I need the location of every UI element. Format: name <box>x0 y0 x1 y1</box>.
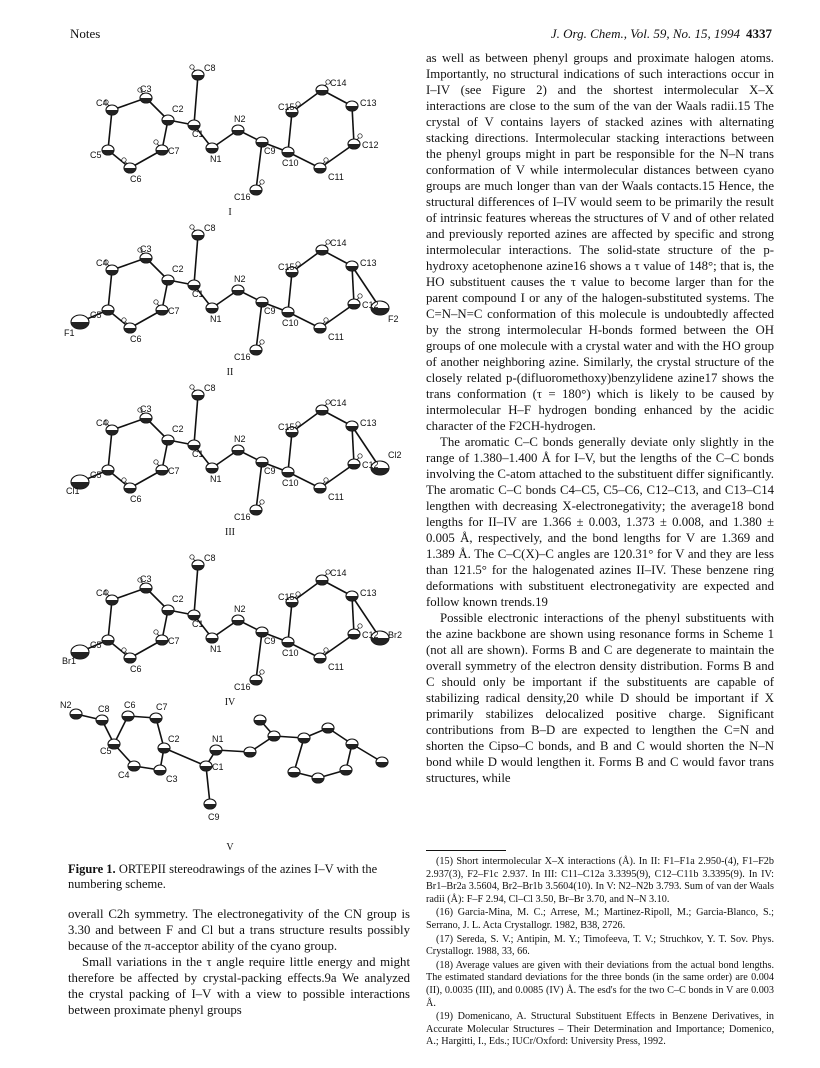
atom-label: C8 <box>204 63 216 73</box>
atom-label: C15 <box>278 102 295 112</box>
structure-number: III <box>225 527 235 538</box>
bond-line <box>288 602 292 642</box>
atom-label: C5 <box>90 150 102 160</box>
footnote: (18) Average values are given with their deviations from the actual bond lengths. The estimated standard deviations for the three bonds (in the same order) are 0.004 (II), 0.0035 (III), and 0.0085 (IV) Å. The esd's for the two C–C bonds in V are 0.003 Å. <box>426 959 774 1009</box>
atom-label: C15 <box>278 422 295 432</box>
footnote-rule <box>426 850 506 851</box>
bond-line <box>320 144 354 168</box>
bond-line <box>108 430 112 470</box>
atom-label: C16 <box>234 512 251 522</box>
hydrogen-atom <box>154 630 158 634</box>
paragraph: as well as between phenyl groups and proximate halogen atoms. Importantly, no structural indications of such interactions occur in I–IV (see Figure 2) and the shortest intermolecular X–X interactions are close to the sum of the van der Waals radii.15 The crystal of V contains layers of stacked azines with alternating stacking directions. Intermolecular stacking interactions between the phenyl groups might in part be responsible for the N–N trans conformation of V while intermolecular distances between cyano groups are much longer than van der Waals contacts.15 Hence, the structural differences of I–IV would seem to be primarily the result of intrinsic features whereas the structures of V and of other related and previously reported azines are affected by specific and strong intermolecular interactions. The solid-state structure of the p-hydroxy acetophenone azine16 shows a τ value of 148°; that is, the HO substituent causes the τ value to become larger than for the parent compound I or any of the halogen-substituted systems. The C=N–N=C conformation of this molecule is undoubtedly affected by the strong intermolecular H-bonds formed between the OH groups of one molecule with a crystal water and with the HO group of another neighboring azine. Similarly, the crystal structure of the closely related p-(difluoromethoxy)benzylidene azine17 shows the trans conformation (τ = 180°) which is likely to be caused by intermolecular H–F hydrogen bonding enhanced by the acidic character of the F2CH-hydrogen. <box>426 51 774 433</box>
atom-label: C3 <box>140 404 152 414</box>
atom-label: C13 <box>360 258 377 268</box>
atom-label: C15 <box>278 592 295 602</box>
right-column-text <box>426 50 774 786</box>
atom-label: C13 <box>360 98 377 108</box>
atom-label: C5 <box>90 470 102 480</box>
atom-label: C4 <box>96 588 108 598</box>
footnote: (17) Sereda, S. V.; Antipin, M. Y.; Timofeeva, T. V.; Struchkov, Y. T. Sov. Phys. Crystallogr. 1988, 33, 66. <box>426 933 774 958</box>
bond-line <box>320 304 354 328</box>
bond-line <box>288 432 292 472</box>
bond-line <box>320 634 354 658</box>
bond-line <box>194 395 198 445</box>
atom-label: C16 <box>234 192 251 202</box>
hydrogen-atom <box>260 500 264 504</box>
atom-label: Cl1 <box>66 486 80 496</box>
atom-label: C7 <box>168 146 180 156</box>
running-header-right <box>551 26 772 42</box>
structure-number: I <box>228 207 232 218</box>
atom-label: C7 <box>156 702 168 712</box>
atom-label: C4 <box>96 98 108 108</box>
atom-label: C6 <box>124 700 136 710</box>
atom-label: C4 <box>118 770 130 780</box>
atom-label: N2 <box>234 434 246 444</box>
atom-label: C1 <box>192 129 204 139</box>
atom-label: C10 <box>282 158 299 168</box>
atom-label: C3 <box>140 244 152 254</box>
atom-label: C12 <box>362 630 379 640</box>
paragraph: The aromatic C–C bonds generally deviate only slightly in the range of 1.380–1.400 Å for I–V, but the lengths of the C–C bonds involving the C-atom attached to the substituent differ significantly. The aromatic C–C bonds C4–C5, C5–C6, C12–C13, and C13–C14 lengthen with decreasing X-electronegativity; the average18 bond lengths for II–IV are 1.366 ± 0.003, 1.373 ± 0.008, and 1.380 ± 0.005 Å, respectively, and the bond lengths for V are 1.369 and 1.389 Å. The C–C(X)–C angles are 120.31° for V and they are less than 121.5° for the halogenated azines II–IV. These benzene ring deformations with substituent electronegativity are expected and follow known trends.19 <box>426 435 774 609</box>
hydrogen-atom <box>154 140 158 144</box>
atom-label: Cl2 <box>388 450 402 460</box>
atom-label: C7 <box>168 636 180 646</box>
hydrogen-atom <box>358 624 362 628</box>
atom-label: C9 <box>264 636 276 646</box>
atom-label: N2 <box>60 700 72 710</box>
hydrogen-atom <box>190 385 194 389</box>
atom-label: N1 <box>210 644 222 654</box>
structure-number: V <box>226 842 234 853</box>
atom-label: C10 <box>282 648 299 658</box>
atom-label: N2 <box>234 274 246 284</box>
atom-label: C14 <box>330 238 347 248</box>
atom-label: C9 <box>208 812 220 822</box>
atom-label: Br2 <box>388 630 403 640</box>
caption-label: Figure 1. <box>68 862 116 876</box>
atom-label: C7 <box>168 306 180 316</box>
atom-label: C16 <box>234 352 251 362</box>
atom-label: C1 <box>192 289 204 299</box>
bond-line <box>194 75 198 125</box>
atom-label: C5 <box>90 310 102 320</box>
atom-label: C10 <box>282 478 299 488</box>
atom-label: C11 <box>328 332 344 342</box>
footnote: (16) Garcia-Mina, M. C.; Arrese, M.; Martinez-Ripoll, M.; Garcia-Blanco, S.; Serrano, J. L. Acta Crystallogr. 1982, B38, 2726. <box>426 907 774 931</box>
hydrogen-atom <box>324 158 328 162</box>
bond-line <box>352 266 354 304</box>
hydrogen-atom <box>122 648 126 652</box>
bond-line <box>194 235 198 285</box>
hydrogen-atom <box>190 65 194 69</box>
atom-label: C13 <box>360 418 377 428</box>
atom-label: C8 <box>204 223 216 233</box>
atom-label: C12 <box>362 300 379 310</box>
structure-number: IV <box>224 697 236 708</box>
atom-label: N1 <box>212 734 224 744</box>
figure-caption <box>68 862 410 892</box>
atom-label: C6 <box>130 334 142 344</box>
paragraph: Possible electronic interactions of the phenyl substituents with the azine backbone are shown using resonance forms in Scheme 1 (not all are shown). Forms B and C are degenerate to maintain the overall symmetry of the electron density distribution. Forms B and C should only be important if the substituents are capable of stabilizing radical density,20 while D should be important if X primarily stabilizes delocalized positive charge. Significant contributions from B–D are expected to lengthen the C=N and shorten the Cipso–C bonds, and B and C would shorten the N–N bond while D would lengthen it. Forms B and C would favor trans structures, while <box>426 611 774 785</box>
atom-label: C14 <box>330 398 347 408</box>
running-header-left: Notes <box>70 26 101 41</box>
atom-label: C16 <box>234 682 251 692</box>
page-number: 4337 <box>746 26 772 41</box>
hydrogen-atom <box>260 670 264 674</box>
atom-label: N1 <box>210 314 222 324</box>
hydrogen-atom <box>154 460 158 464</box>
hydrogen-atom <box>296 102 300 106</box>
caption-text: ORTEPII stereodrawings of the azines I–V with the numbering scheme. <box>68 862 378 891</box>
hydrogen-atom <box>122 318 126 322</box>
atom-label: F2 <box>388 314 399 324</box>
hydrogen-atom <box>122 158 126 162</box>
left-column-text <box>68 906 410 1018</box>
footnote: (19) Domenicano, A. Structural Substituent Effects in Benzene Derivatives, in Accurate Molecular Structures – Their Determination and Importance; Domenico, A.; Hargitti, I., Eds.; IUCr/Oxford: University Press, 1992. <box>426 1011 774 1048</box>
atom-label: C2 <box>168 734 180 744</box>
atom-label: C12 <box>362 140 379 150</box>
atom-label: C11 <box>328 662 344 672</box>
bond-line <box>288 112 292 152</box>
hydrogen-atom <box>358 294 362 298</box>
bond-line <box>288 272 292 312</box>
hydrogen-atom <box>190 225 194 229</box>
bond-line <box>108 600 112 640</box>
hydrogen-atom <box>260 340 264 344</box>
paragraph: overall C2h symmetry. The electronegativity of the CN group is 3.30 and between F and Cl but a trans structure results possibly because of the π-acceptor ability of the cyano group. <box>68 907 410 953</box>
atom-label: C3 <box>140 574 152 584</box>
footnotes <box>426 856 774 1050</box>
atom-label: C3 <box>166 774 178 784</box>
hydrogen-atom <box>358 454 362 458</box>
atom-label: C8 <box>98 704 110 714</box>
atom-label: C5 <box>90 640 102 650</box>
bond-line <box>194 565 198 615</box>
atom-label: C5 <box>100 746 112 756</box>
ortep-svg <box>60 50 408 862</box>
atom-label: N1 <box>210 154 222 164</box>
atom-label: C10 <box>282 318 299 328</box>
atom-label: C4 <box>96 258 108 268</box>
atom-label: C13 <box>360 588 377 598</box>
atom-label: C11 <box>328 172 344 182</box>
structure-number: II <box>226 367 234 378</box>
bond-line <box>108 110 112 150</box>
atom-label: C6 <box>130 494 142 504</box>
journal-citation: J. Org. Chem., Vol. 59, No. 15, 1994 <box>550 26 740 41</box>
atom-label: C12 <box>362 460 379 470</box>
atom-label: C9 <box>264 146 276 156</box>
atom-label: C2 <box>172 594 184 604</box>
hydrogen-atom <box>154 300 158 304</box>
atom-label: C2 <box>172 104 184 114</box>
hydrogen-atom <box>324 648 328 652</box>
paragraph: Small variations in the τ angle require little energy and might therefore be affected by crystal-packing effects.9a We analyzed the crystal packing of I–V with a view to possible interactions between proximate phenyl groups <box>68 955 410 1017</box>
bond-line <box>164 748 206 766</box>
atom-label: C6 <box>130 664 142 674</box>
atom-label: Br1 <box>62 656 77 666</box>
hydrogen-atom <box>296 592 300 596</box>
atom-label: C4 <box>96 418 108 428</box>
bond-line <box>320 464 354 488</box>
footnote: (15) Short intermolecular X–X interactions (Å). In II: F1–F1a 2.950-(4), F1–F2b 2.937(3), F2–F1c 2.937. In III: C11–C12a 3.3395(9), C12–C11b 3.3395(9). In IV: Br1–Br2a 3.5604, Br2–Br1b 3.5604(10). In V: N2–N2b 3.793. Sum of van der Waals radii (Å): F–F 2.94, Cl–Cl 3.50, Br–Br 3.70, and N–N 3.10. <box>426 856 774 905</box>
atom-label: C14 <box>330 78 347 88</box>
bond-line <box>206 766 210 804</box>
figure-ortep-drawings <box>60 50 408 862</box>
atom-label: C9 <box>264 466 276 476</box>
atom-label: C14 <box>330 568 347 578</box>
hydrogen-atom <box>260 180 264 184</box>
atom-label: C8 <box>204 553 216 563</box>
hydrogen-atom <box>358 134 362 138</box>
bond-line <box>108 270 112 310</box>
atom-label: N2 <box>234 114 246 124</box>
atom-label: C8 <box>204 383 216 393</box>
atom-label: C2 <box>172 264 184 274</box>
atom-label: C15 <box>278 262 295 272</box>
atom-label: C11 <box>328 492 344 502</box>
hydrogen-atom <box>324 478 328 482</box>
hydrogen-atom <box>296 422 300 426</box>
hydrogen-atom <box>324 318 328 322</box>
atom-label: C6 <box>130 174 142 184</box>
atom-label: N2 <box>234 604 246 614</box>
hydrogen-atom <box>190 555 194 559</box>
atom-label: F1 <box>64 328 75 338</box>
atom-label: C1 <box>192 619 204 629</box>
atom-label: C1 <box>192 449 204 459</box>
atom-label: C1 <box>212 762 224 772</box>
bond-line <box>352 106 354 144</box>
atom-label: C2 <box>172 424 184 434</box>
hydrogen-atom <box>122 478 126 482</box>
atom-label: C3 <box>140 84 152 94</box>
atom-label: C9 <box>264 306 276 316</box>
hydrogen-atom <box>296 262 300 266</box>
bond-line <box>352 596 354 634</box>
atom-label: C7 <box>168 466 180 476</box>
bond-line <box>352 426 354 464</box>
atom-label: N1 <box>210 474 222 484</box>
